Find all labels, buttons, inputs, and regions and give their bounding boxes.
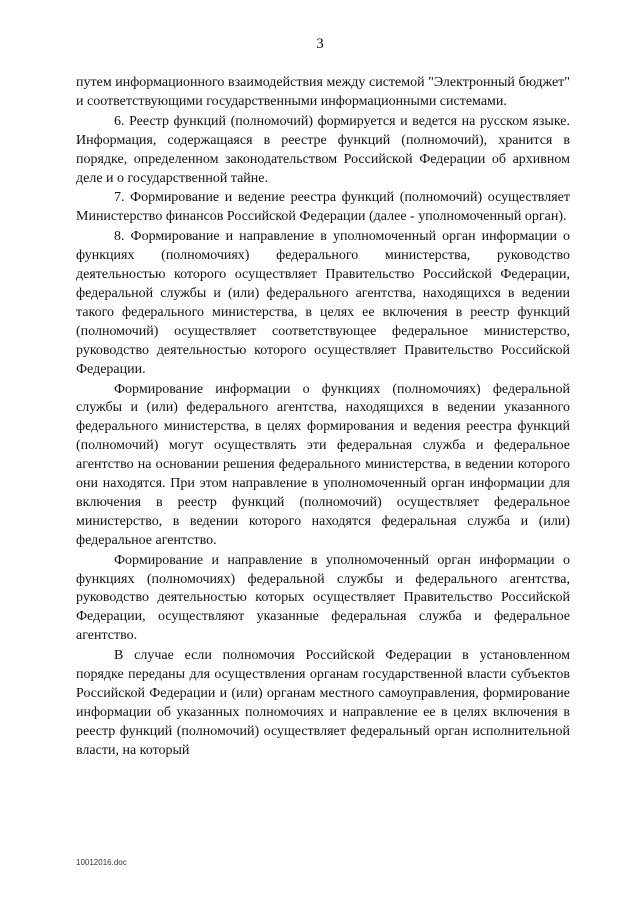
paragraph-item-6: 6. Реестр функций (полномочий) формируется и ведется на русском языке. Информация, содержащаяся в реестре функций (полномочий), хранится в порядке, определенном законодательством Российской Федерации об архивном деле и о государственной тайне.: [76, 113, 570, 186]
document-filename: 10012016.doc: [76, 858, 127, 867]
paragraph-federal-service-info: Формирование информации о функциях (полномочиях) федеральной службы и (или) федерального агентства, находящихся в ведении указанного федерального министерства, в целях формирования и ведения реестра функций (полномочий) могут осуществлять эти федеральная служба и федеральное агентство на основании решения федерального министерства, в ведении которого они находятся. При этом направление в уполномоченный орган информации для включения в реестр функций (полномочий) осуществляет федеральное министерство, в ведении которого находятся федеральная служба и (или) федеральное агентство.: [76, 381, 570, 548]
document-body: [76, 74, 570, 762]
page-number: 3: [316, 36, 324, 52]
paragraph-government-directed: Формирование и направление в уполномоченный орган информации о функциях (полномочиях) федеральной службы и федерального агентства, руководство деятельностью которых осуществляет Правительство Российской Федерации, осуществляют указанные федеральная служба и федеральное агентство.: [76, 552, 570, 644]
paragraph-continuation: путем информационного взаимодействия между системой "Электронный бюджет" и соответствующими государственными информационными системами.: [76, 75, 570, 109]
paragraph-delegated-powers: В случае если полномочия Российской Федерации в установленном порядке переданы для осуществления органам государственной власти субъектов Российской Федерации и (или) органам местного самоуправления, формирование информации об указанных полномочиях и направление ее в целях включения в реестр функций (полномочий) осуществляет федеральный орган исполнительной власти, на который: [76, 648, 570, 758]
paragraph-item-7: 7. Формирование и ведение реестра функций (полномочий) осуществляет Министерство финансов Российской Федерации (далее - уполномоченный орган).: [76, 190, 570, 225]
paragraph-item-8: 8. Формирование и направление в уполномоченный орган информации о функциях (полномочиях) федерального министерства, руководство деятельностью которого осуществляет Правительство Российской Федерации, федеральной службы и (или) федерального агентства, находящихся в ведении такого федерального министерства, в целях ее включения в реестр функций (полномочий) осуществляет соответствующее федеральное министерство, руководство деятельностью которого осуществляет Правительство Российской Федерации.: [76, 229, 570, 377]
